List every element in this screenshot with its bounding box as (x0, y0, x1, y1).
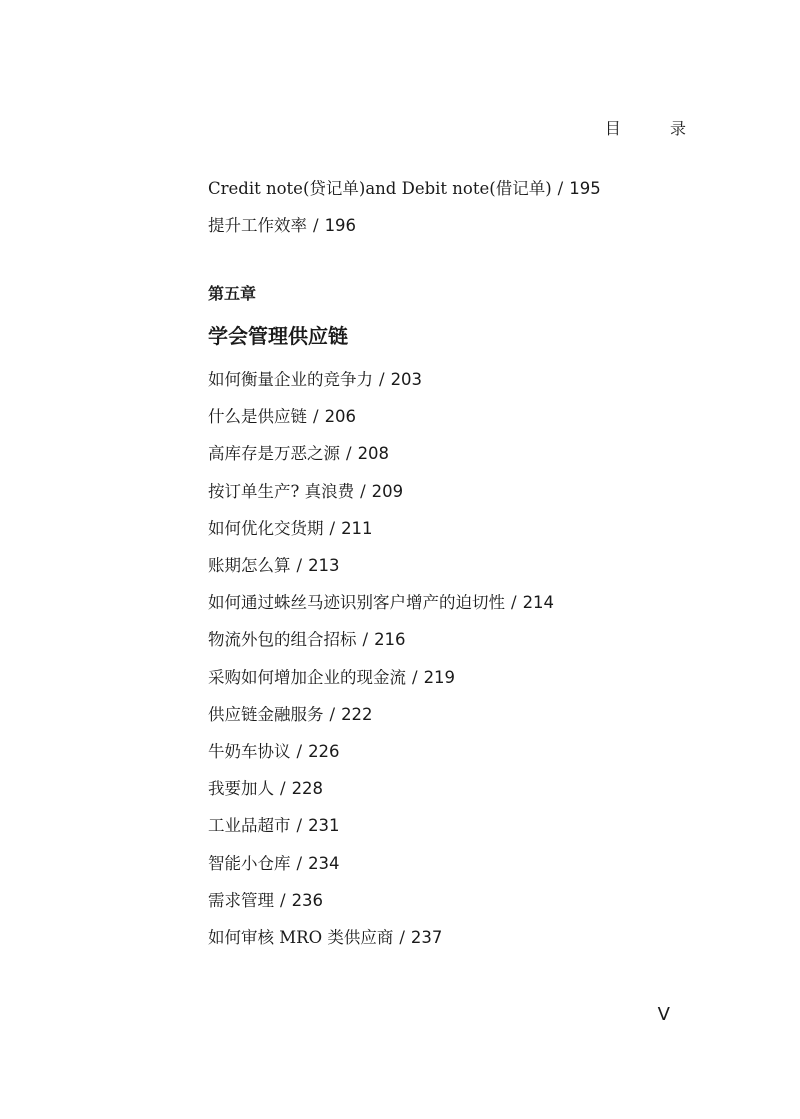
toc-entry (208, 510, 748, 547)
entry-title: 供应链金融服务 (208, 704, 324, 724)
toc-entry (208, 170, 728, 207)
entry-separator: / (399, 928, 405, 948)
toc-entry (208, 435, 748, 472)
toc-entry (208, 621, 748, 658)
toc-entry (208, 696, 748, 733)
entry-title: 按订单生产? 真浪费 (208, 481, 355, 501)
chapter-entries (208, 361, 748, 956)
toc-entry (208, 473, 748, 510)
entry-page-number: 236 (291, 890, 324, 910)
entry-separator: / (511, 593, 517, 613)
entry-separator: / (296, 816, 303, 836)
entry-page-number: 231 (308, 816, 340, 836)
chapter-title: 学会管理供应链 (208, 324, 348, 348)
entry-separator: / (313, 216, 319, 236)
entry-title: 如何衡量企业的竞争力 (208, 370, 373, 389)
entry-title: 如何优化交货期 (208, 518, 324, 538)
toc-entry (208, 584, 748, 621)
entry-page-number: 214 (522, 593, 555, 613)
entry-separator: / (313, 407, 319, 427)
entry-title: 什么是供应链 (208, 407, 307, 427)
entry-title: 高库存是万恶之源 (208, 444, 340, 464)
toc-entry (208, 919, 748, 956)
chapter-heading (208, 282, 348, 350)
entry-separator: / (379, 370, 385, 389)
toc-entry (208, 807, 748, 844)
entry-title: 我要加人 (208, 779, 274, 799)
entry-title: 牛奶车协议 (208, 742, 291, 762)
entry-title: Credit note(贷记单)and Debit note(借记单) (208, 179, 552, 198)
toc-entry (208, 845, 748, 882)
toc-entry (208, 733, 748, 770)
entry-separator: / (557, 179, 564, 198)
entry-page-number: 195 (569, 179, 601, 198)
entry-title: 智能小仓库 (208, 853, 291, 873)
entry-page-number: 226 (308, 742, 340, 762)
entry-page-number: 196 (324, 216, 357, 236)
entry-separator: / (280, 890, 286, 910)
entry-separator: / (296, 853, 303, 873)
toc-entry (208, 547, 748, 584)
entry-page-number: 208 (357, 444, 390, 464)
entry-separator: / (329, 704, 336, 724)
entry-page-number: 209 (371, 481, 404, 501)
entry-title: 采购如何增加企业的现金流 (208, 667, 406, 687)
entry-title: 如何通过蛛丝马迹识别客户增产的迫切性 (208, 593, 505, 613)
entry-separator: / (296, 556, 303, 576)
entry-separator: / (346, 444, 352, 464)
entry-title: 账期怎么算 (208, 556, 291, 576)
entry-page-number: 206 (324, 407, 357, 427)
running-header: 目 录 (604, 119, 708, 138)
entry-separator: / (360, 481, 366, 501)
toc-entry (208, 361, 748, 398)
entry-title: 物流外包的组合招标 (208, 630, 357, 650)
page-folio: V (657, 1004, 670, 1025)
entry-separator: / (329, 518, 336, 538)
entry-page-number: 203 (390, 370, 423, 389)
entry-separator: / (280, 779, 286, 799)
entry-title: 工业品超市 (208, 816, 291, 836)
entry-separator: / (296, 742, 303, 762)
toc-entry (208, 770, 748, 807)
entry-page-number: 213 (308, 556, 340, 576)
toc-entry (208, 659, 748, 696)
entry-title: 需求管理 (208, 890, 274, 910)
toc-entry (208, 207, 728, 244)
entry-page-number: 237 (410, 928, 443, 948)
entry-page-number: 222 (341, 704, 373, 724)
entry-page-number: 219 (423, 667, 456, 687)
entry-separator: / (362, 630, 369, 650)
entry-page-number: 211 (341, 518, 373, 538)
entry-title: 提升工作效率 (208, 216, 307, 236)
chapter-label: 第五章 (208, 284, 257, 303)
entry-page-number: 228 (291, 779, 324, 799)
entry-page-number: 234 (308, 853, 340, 873)
pre-chapter-entries (208, 170, 728, 244)
entry-separator: / (412, 667, 418, 687)
toc-entry (208, 398, 748, 435)
entry-page-number: 216 (374, 630, 406, 650)
entry-title: 如何审核 MRO 类供应商 (208, 928, 394, 948)
toc-entry (208, 882, 748, 919)
